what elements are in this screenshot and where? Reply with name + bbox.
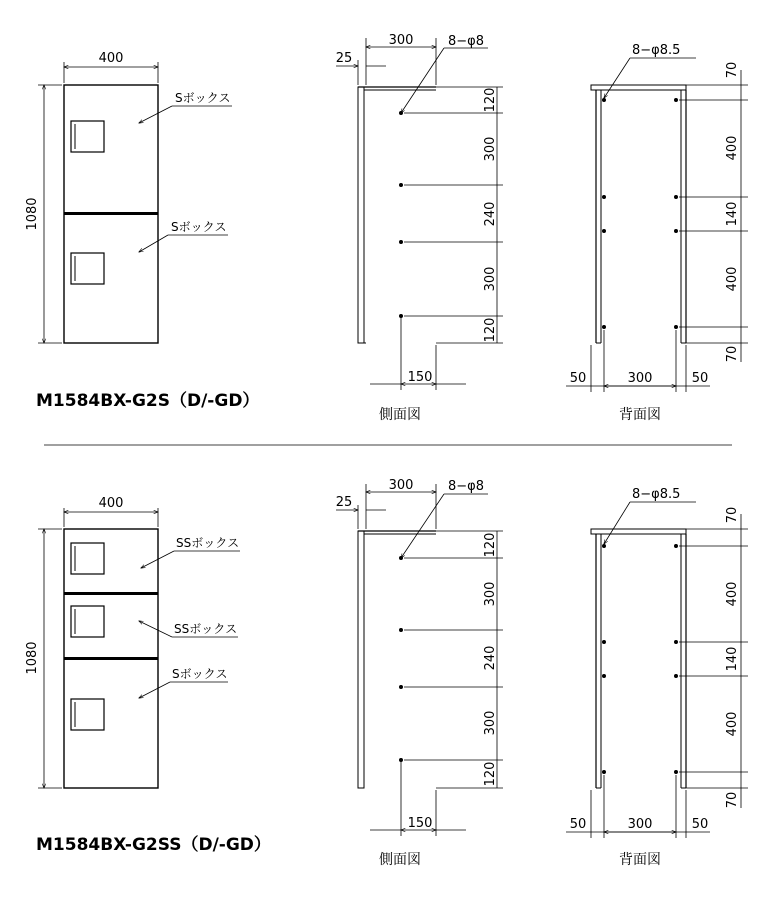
side-view-bottom (336, 484, 503, 836)
back-hdim: 50 (569, 817, 587, 832)
side-vdim: 240 (483, 645, 498, 671)
back-vdim: 400 (725, 266, 740, 292)
model-number: M1584BX-G2S（D/-GD） (36, 391, 260, 411)
side-panel (358, 87, 364, 343)
box-label: SSボックス (176, 536, 240, 550)
back-vdim: 70 (725, 345, 740, 363)
back-vdim: 70 (725, 506, 740, 524)
model-number: M1584BX-G2SS（D/-GD） (36, 835, 271, 855)
side-vdim: 120 (483, 317, 498, 343)
back-hdim: 50 (691, 371, 709, 386)
door-window (71, 121, 104, 152)
side-offset-label: 25 (335, 495, 353, 510)
back-vdim: 400 (725, 711, 740, 737)
side-view-title: 側面図 (379, 407, 421, 423)
back-view-top (566, 58, 748, 392)
box-label: Sボックス (171, 220, 227, 234)
back-top-cap (591, 85, 686, 90)
side-vdim: 120 (483, 532, 498, 558)
back-vdim: 140 (725, 201, 740, 227)
door-divider (64, 592, 158, 595)
side-panel (358, 531, 364, 788)
mount-holes (400, 112, 403, 318)
mount-holes (603, 545, 678, 774)
front-width-label: 400 (98, 51, 124, 66)
side-holes-label: 8−φ8 (448, 479, 485, 494)
box-label: Sボックス (172, 667, 228, 681)
side-holes-label: 8−φ8 (448, 34, 485, 49)
back-hdim: 50 (691, 817, 709, 832)
back-vdim: 70 (725, 61, 740, 79)
door-window (71, 253, 104, 284)
back-view-title: 背面図 (619, 407, 661, 423)
back-top-cap (591, 529, 686, 534)
door-window (71, 606, 104, 637)
back-holes-label: 8−φ8.5 (632, 487, 681, 502)
side-vdim: 240 (483, 201, 498, 227)
back-hdim: 300 (627, 371, 653, 386)
door-window (71, 543, 104, 574)
front-height-label: 1080 (25, 197, 40, 231)
side-vdim: 120 (483, 761, 498, 787)
set-top (25, 33, 748, 423)
box-label: SSボックス (174, 622, 238, 636)
side-view-title: 側面図 (379, 852, 421, 868)
side-vdim: 300 (483, 710, 498, 736)
back-vdim: 70 (725, 791, 740, 809)
back-vdim: 400 (725, 581, 740, 607)
side-vdim: 120 (483, 87, 498, 113)
back-view-bottom (566, 502, 748, 838)
side-offset-label: 25 (335, 51, 353, 66)
side-bottom-label: 150 (407, 370, 433, 385)
back-vdim: 140 (725, 646, 740, 672)
door-divider (64, 657, 158, 660)
door-divider (64, 212, 158, 215)
side-bottom-label: 150 (407, 816, 433, 831)
front-view-bottom (38, 508, 240, 788)
mount-holes (603, 99, 678, 329)
box-label: Sボックス (175, 91, 231, 105)
side-view-top (336, 38, 503, 390)
set-bottom (25, 478, 748, 868)
front-height-label: 1080 (25, 641, 40, 675)
side-depth-label: 300 (388, 33, 414, 48)
back-hdim: 50 (569, 371, 587, 386)
back-hdim: 300 (627, 817, 653, 832)
back-holes-label: 8−φ8.5 (632, 43, 681, 58)
front-width-label: 400 (98, 496, 124, 511)
side-vdim: 300 (483, 266, 498, 292)
side-depth-label: 300 (388, 478, 414, 493)
back-view-title: 背面図 (619, 852, 661, 868)
side-vdim: 300 (483, 581, 498, 607)
side-vdim: 300 (483, 136, 498, 162)
door-window (71, 699, 104, 730)
back-vdim: 400 (725, 135, 740, 161)
mount-holes (400, 557, 403, 762)
